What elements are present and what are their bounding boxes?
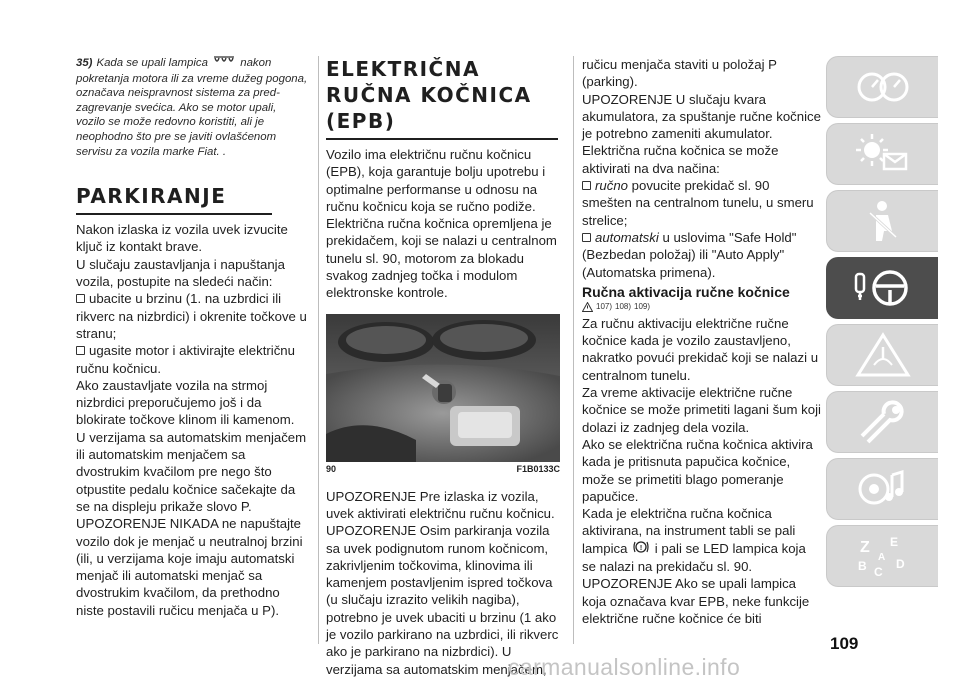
warning-lights-icon — [852, 130, 914, 178]
note-number: 35) — [76, 57, 93, 69]
svg-text:A: A — [877, 552, 885, 563]
warning-references — [582, 301, 822, 313]
driving-icon — [852, 264, 914, 312]
paragraph-text: Kada je električna ručna kočnica aktivirana, na instrument tabli se pali lampica — [582, 506, 796, 556]
figure-code: F1B0133C — [516, 463, 560, 474]
svg-text:D: D — [895, 557, 905, 571]
paragraph: U verzijama sa automatskim menjačem ili automatskim menjačem sa dvostrukim kvačilom pre nego što otpustite pedalu kočnice sačekajte da se na displeju prikaže slovo P. — [76, 429, 307, 514]
ref-item[interactable]: 108) — [615, 301, 632, 311]
bullet-text: povucite prekidač sl. 90 smešten na centralnom tunelu, u smeru strelice; — [582, 178, 814, 228]
bullet-emphasis: ručno — [595, 178, 628, 194]
paragraph: UPOZORENJE U slučaju kvara akumulatora, za spuštanje ručne kočnice je potrebno zameniti akumulator. — [582, 91, 821, 142]
note-text-post: nakon pokretanja motora ili za vreme dužeg pogona, označava neispravnost sistema za pred-zagrevanje svećica. Ako se motor upali, vozilo se može redovno koristiti, ali je neophodno što pre se javiti ovlašćenom servisu za vozila marke Fiat. . — [76, 57, 308, 158]
paragraph — [582, 505, 822, 575]
bullet-text: u uslovima "Safe Hold" (Bezbedan položaj) ili "Auto Apply" (Automatska primena). — [582, 229, 797, 280]
tab-dashboard[interactable] — [826, 56, 938, 118]
warning-triangle-icon — [582, 302, 593, 312]
bullet-item — [582, 177, 822, 229]
column-divider — [573, 56, 574, 644]
column-divider — [318, 56, 319, 644]
tab-index[interactable] — [826, 525, 938, 587]
paragraph: Električna ručna kočnica se može aktivirati na dva načina: — [582, 143, 779, 176]
bullet-square-icon — [582, 181, 591, 190]
emergency-icon — [852, 331, 914, 379]
paragraph: Vozilo ima električnu ručnu kočnicu (EPB), koja garantuje bolju upotrebu i optimalne performanse u odnosu na ručnu kočnicu koja se ručno podiže. Električna ručna kočnica opremljena je prekidačem, koji se nalazi u centralnom tunelu sl. 90, motorom za blokadu svakog zadnjeg točka i modulom elektronske kontrole. — [326, 147, 557, 301]
svg-text:!: ! — [639, 544, 643, 552]
epb-switch-photo — [326, 314, 560, 462]
paragraph: UPOZORENJE Ako se upali lampica koja označava kvar EPB, neke funkcije električne ručne kočnice će biti — [582, 576, 810, 626]
tab-multimedia[interactable] — [826, 458, 938, 520]
section-heading-parkiranje: PARKIRANJE — [76, 183, 272, 215]
page-number: 109 — [830, 634, 859, 653]
section-heading-epb: ELEKTRIČNA RUČNA KOČNICA (EPB) — [326, 56, 558, 140]
tab-driving[interactable] — [826, 257, 938, 319]
paragraph-text: i pali se LED lampica koja se nalazi na prekidaču sl. 90. — [582, 540, 806, 575]
glow-plug-icon — [213, 56, 235, 72]
svg-text:E: E — [889, 535, 898, 549]
figure-caption — [326, 464, 560, 474]
figure-number: 90 — [326, 463, 337, 474]
bullet-square-icon — [582, 233, 591, 242]
ref-item[interactable]: 107) — [596, 301, 613, 311]
column-middle — [326, 56, 560, 678]
note-35 — [76, 56, 308, 159]
parking-brake-lamp-icon — [633, 540, 649, 558]
sub-heading: Ručna aktivacija ručne kočnice — [582, 283, 790, 300]
paragraph: ručicu menjača staviti u položaj P (parking). — [582, 57, 777, 90]
watermark-text: carmanualsonline.info — [508, 654, 741, 680]
bullet-text: ugasite motor i aktivirajte električnu ručnu kočnicu. — [76, 343, 295, 376]
bullet-square-icon — [76, 294, 85, 303]
paragraph: Ako se električna ručna kočnica aktivira kada je pritisnuta papučica kočnice, može se primetiti blago pomeranje papučice. — [582, 436, 813, 504]
bullet-text: ubacite u brzinu (1. na uzbrdici ili rikverc na nizbrdici) i okrenite točkove u stranu; — [76, 291, 307, 341]
note-text-pre: Kada se upali lampica — [96, 57, 208, 69]
tab-emergency[interactable] — [826, 324, 938, 386]
svg-text:B: B — [857, 559, 867, 573]
maintenance-icon — [852, 398, 914, 446]
column-right — [582, 56, 822, 627]
multimedia-icon — [852, 465, 914, 513]
paragraph: UPOZORENJE Osim parkiranja vozila sa uvek podignutom runom kočnicom, zakrivljenim točkovima, klinovima ili kamenjem postavljenim ispred točkova (u slučaju izrazito velikih nagiba), potrebno je uvek ubaciti u brzinu (1 ako je vozilo parkirano na uzbrdici, ili rikverc ako je parkirano na nizbrdici). U verzijama sa automatskim menjačem, — [326, 523, 559, 677]
bullet-item — [76, 290, 308, 342]
svg-text:C: C — [873, 565, 883, 579]
paragraph: Nakon izlaska iz vozila uvek izvucite ključ iz kontakt brave. — [76, 222, 288, 255]
paragraph: Ako zaustavljate vozila na strmoj nizbrdici preporučujemo još i da blokirate točkove klinom ili kamenom. — [76, 377, 295, 428]
paragraph: Za vreme aktivacije električne ručne kočnice se može primetiti lagani šum koji dolazi iz zadnjeg dela vozila. — [582, 385, 821, 435]
bullet-emphasis: automatski — [595, 229, 659, 245]
ref-item[interactable]: 109) — [634, 301, 651, 311]
paragraph: UPOZORENJE Pre izlaska iz vozila, uvek aktivirati električnu ručnu kočnicu. — [326, 488, 555, 521]
bullet-square-icon — [76, 346, 85, 355]
index-icon — [852, 532, 914, 580]
paragraph: UPOZORENJE NIKADA ne napuštajte vozilo dok je menjač u neutralnoj brzini (ili, u verzijama koje imaju automatski menjač ili automatski menjač sa dvostrukim kvačilom, da prethodno niste postavili ručicu menjača u P). — [76, 516, 303, 618]
tab-warning-lights[interactable] — [826, 123, 938, 185]
svg-text:Z: Z — [859, 539, 870, 556]
bullet-item — [76, 342, 308, 377]
bullet-item — [582, 229, 822, 281]
column-left — [76, 56, 308, 619]
paragraph: Za ručnu aktivaciju električne ručne kočnice kada je vozilo zaustavljeno, nakratko povući prekidač koji se nalazi u centralnom tunelu. — [582, 315, 819, 383]
safety-icon — [852, 197, 914, 245]
tab-maintenance[interactable] — [826, 391, 938, 453]
paragraph: U slučaju zaustavljanja i napuštanja vozila, postupite na sledeći način: — [76, 256, 285, 290]
dashboard-icon — [852, 63, 914, 111]
tab-safety[interactable] — [826, 190, 938, 252]
chapter-tabs — [826, 56, 960, 592]
